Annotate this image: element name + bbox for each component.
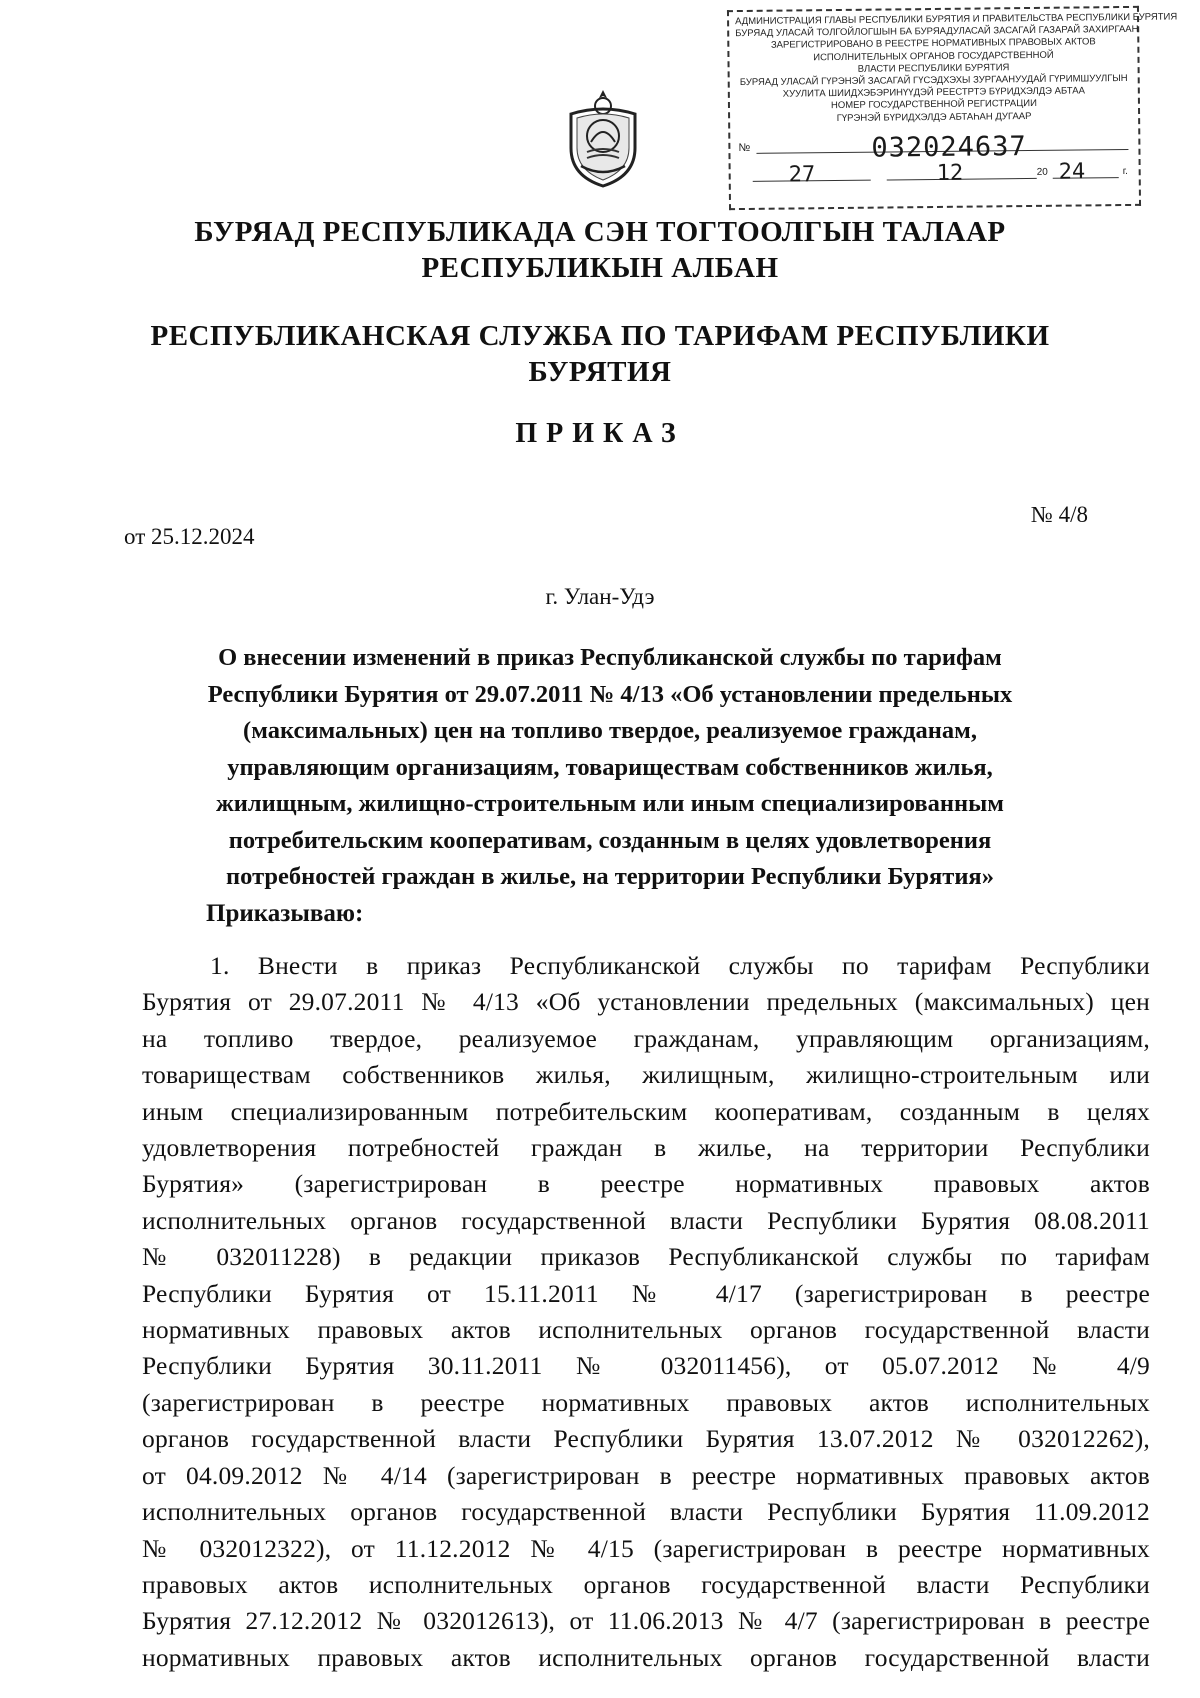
stamp-year: 24 — [1058, 159, 1086, 185]
body-line: на топливо твердое, реализуемое гражданам, управляющим организациям, — [142, 1023, 1150, 1053]
body-line: от 04.09.2012 № 4/14 (зарегистрирован в реестре нормативных правовых актов — [142, 1460, 1150, 1490]
header-line-1: БУРЯАД РЕСПУБЛИКАДА СЭН ТОГТООЛГЫН ТАЛААР — [194, 216, 1006, 248]
subject-line: потребностей граждан в жилье, на территории Республики Бурятия» — [226, 863, 994, 890]
stamp-line: ЗАРЕГИСТРИРОВАНО В РЕЕСТРЕ НОРМАТИВНЫХ ПРАВОВЫХ АКТОВ — [770, 36, 1096, 52]
subject-line: потребительским кооперативам, созданным в целях удовлетворения — [228, 826, 992, 854]
body-line: иным специализированным потребительским кооперативам, созданным в целях — [142, 1096, 1150, 1126]
stamp-number-row — [736, 124, 1132, 164]
body-line: Бурятия 27.12.2012 № 032012613), от 11.06.2013 № 4/7 (зарегистрирован в реестре — [142, 1606, 1150, 1636]
coat-of-arms-icon — [563, 86, 643, 190]
stamp-line: ИСПОЛНИТЕЛЬНЫХ ОРГАНОВ ГОСУДАРСТВЕННОЙ — [813, 49, 1054, 63]
body-line: (зарегистрирован в реестре нормативных правовых актов исполнительных — [142, 1387, 1150, 1417]
body-line: Бурятия от 29.07.2011 № 4/13 «Об установлении предельных (максимальных) цен — [142, 987, 1150, 1017]
body-line: правовых актов исполнительных органов государственной власти Республики — [142, 1569, 1150, 1599]
subject-line: Республики Бурятия от 29.07.2011 № 4/13 «Об установлении предельных — [207, 680, 1013, 708]
body-line: товариществам собственников жилья, жилищным, жилищно-строительным или — [142, 1060, 1150, 1090]
header-line-4: БУРЯТИЯ — [528, 356, 672, 388]
stamp-line: БУРЯАД УЛАСАЙ ГҮРЭНЭЙ ЗАСАГАЙ ГҮСЭДХЭХЫ ЗУРГААНУУДАЙ ГҮРИМШУУЛГЫН — [739, 72, 1128, 89]
body-line: № 032012322), от 11.12.2012 № 4/15 (зарегистрирован в реестре нормативных — [142, 1533, 1150, 1563]
body-line: нормативных правовых актов исполнительных органов государственной власти — [142, 1315, 1150, 1345]
subject-line: О внесении изменений в приказ Республиканской службы по тарифам — [218, 644, 1002, 671]
stamp-line: ВЛАСТИ РЕСПУБЛИКИ БУРЯТИЯ — [857, 62, 1010, 75]
body-line: исполнительных органов государственной власти Республики Бурятия 11.09.2012 — [142, 1497, 1150, 1527]
body-line: 1. Внести в приказ Республиканской службы по тарифам Республики — [210, 951, 1150, 980]
document-date: от 25.12.2024 — [124, 524, 255, 549]
stamp-line: БУРЯАД УЛАСАЙ ТОЛГОЙЛОГШЫН БА БУРЯАДУЛАСАЙ ЗАСАГАЙ ГАЗАРАЙ ЗАХИРГААН — [735, 24, 1139, 40]
stamp-registration-number: 032024637 — [871, 130, 1027, 164]
order-word: Приказываю: — [206, 900, 364, 927]
body-line: исполнительных органов государственной власти Республики Бурятия 08.08.2011 — [142, 1205, 1150, 1235]
header-line-2: РЕСПУБЛИКЫН АЛБАН — [421, 252, 779, 284]
stamp-line: АДМИНИСТРАЦИЯ ГЛАВЫ РЕСПУБЛИКИ БУРЯТИЯ И ПРАВИТЕЛЬСТВА РЕСПУБЛИКИ БУРЯТИЯ — [735, 11, 1178, 28]
body-line: органов государственной власти Республики Бурятия 13.07.2012 № 032012262), — [142, 1424, 1150, 1454]
body-line: Республики Бурятия 30.11.2011 № 032011456), от 05.07.2012 № 4/9 — [142, 1351, 1150, 1381]
stamp-line: ГҮРЭНЭЙ БҮРИДХЭЛДЭ АБТАҺАН ДУГААР — [836, 110, 1032, 124]
subject-line: жилищным, жилищно-строительным или иным специализированным — [216, 790, 1004, 817]
subject-line: (максимальных) цен на топливо твердое, реализуемое гражданам, — [243, 717, 977, 744]
stamp-date-row — [737, 154, 1133, 188]
body-line: Республики Бурятия от 15.11.2011 № 4/17 (зарегистрирован в реестре — [142, 1278, 1150, 1308]
stamp-year-label: г. — [1122, 165, 1128, 177]
body-line: нормативных правовых актов исполнительных органов государственной власти — [142, 1642, 1150, 1672]
document-city: г. Улан-Удэ — [545, 584, 655, 609]
body-line: удовлетворения потребностей граждан в жилье, на территории Республики — [142, 1133, 1150, 1163]
stamp-line: НОМЕР ГОСУДАРСТВЕННОЙ РЕГИСТРАЦИИ — [830, 98, 1037, 112]
body-text — [142, 948, 1150, 1676]
body-line: Бурятия» (зарегистрирован в реестре нормативных правовых актов — [142, 1169, 1150, 1199]
stamp-month: 12 — [936, 160, 964, 186]
document-number: № 4/8 — [1030, 502, 1088, 527]
stamp-day: 27 — [788, 161, 816, 188]
stamp-number-label: № — [738, 141, 751, 154]
header-russian — [0, 318, 1200, 390]
header-line-3: РЕСПУБЛИКАНСКАЯ СЛУЖБА ПО ТАРИФАМ РЕСПУБЛИКИ — [150, 320, 1050, 352]
stamp-year-prefix: 20 — [1036, 166, 1048, 178]
document-subject — [150, 640, 1070, 896]
stamp-line: ХУУЛИТА ШИИДХЭБЭРИНҮҮДЭЙ РЕЕСТРТЭ БҮРИДХЭЛДЭ АБТАА — [782, 85, 1085, 100]
document-type: ПРИКАЗ — [515, 418, 685, 449]
subject-line: управляющим организациям, товариществам собственников жилья, — [227, 753, 993, 781]
header-buryat — [0, 214, 1200, 286]
registration-stamp — [727, 6, 1178, 210]
body-line: № 032011228) в редакции приказов Республиканской службы по тарифам — [142, 1242, 1150, 1272]
